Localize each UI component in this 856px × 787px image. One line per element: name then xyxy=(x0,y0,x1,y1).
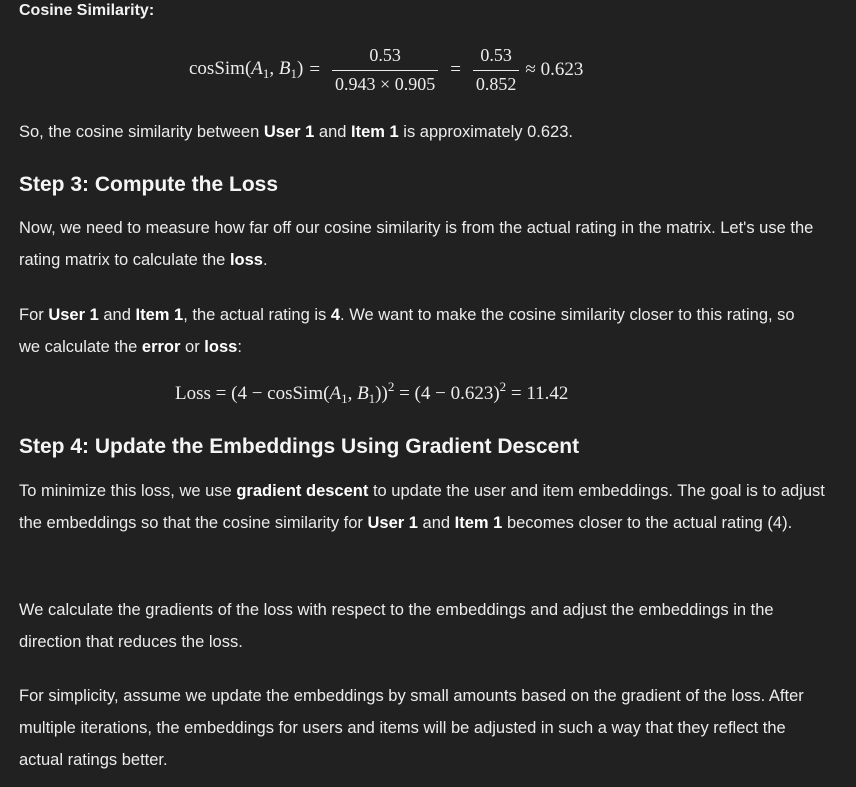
eq1-approx-result: ≈ 0.623 xyxy=(525,59,584,80)
fraction-1-denominator: 0.943 × 0.905 xyxy=(332,70,438,95)
loss-equation: Loss = ($4 - cosSim(A_1$, $B_1))^2 = (4 - 0.623)^2 = 11.42$ xyxy=(175,379,569,406)
eq1-equals: = xyxy=(309,59,321,80)
summary-paragraph: So, the cosine similarity between User 1 and Item 1 is approximately 0.623. xyxy=(19,123,573,141)
fraction-1-numerator: 0.53 xyxy=(369,45,401,65)
cosine-similarity-label: Cosine Similarity: xyxy=(19,2,155,19)
cosine-equation xyxy=(189,40,583,100)
step4-paragraph-1: To minimize this loss, we use gradient descent to update the user and item embeddings. The goal is to adjust the embeddings so that the cosine similarity for User 1 and Item 1 becomes closer to the actual rating (4). xyxy=(19,482,825,532)
eq1-fraction-2 xyxy=(473,45,520,95)
eq1-lhs: $cosSim(A_1$, $B_1$) xyxy=(189,58,304,81)
step4-paragraph-3: For simplicity, assume we update the embeddings by small amounts based on the gradient of the loss. After multiple iterations, the embeddings for users and items will be adjusted in such a way that they reflect the actual ratings better. xyxy=(19,687,804,769)
eq1-fraction-1 xyxy=(332,45,438,95)
step3-paragraph-2: For User 1 and Item 1, the actual rating is 4. We want to make the cosine similarity closer to this rating, so we calculate the error or loss: xyxy=(19,306,795,356)
step4-heading: Step 4: Update the Embeddings Using Gradient Descent xyxy=(19,435,580,458)
step3-paragraph-1: Now, we need to measure how far off our cosine similarity is from the actual rating in the matrix. Let's use the rating matrix to calculate the loss. xyxy=(19,219,814,269)
step3-heading: Step 3: Compute the Loss xyxy=(19,173,279,196)
step4-paragraph-2: We calculate the gradients of the loss with respect to the embeddings and adjust the embeddings in the direction that reduces the loss. xyxy=(19,601,774,651)
fraction-2-numerator: 0.53 xyxy=(480,45,512,65)
fraction-2-denominator: 0.852 xyxy=(473,70,520,95)
eq1-equals-2: = xyxy=(450,59,461,80)
